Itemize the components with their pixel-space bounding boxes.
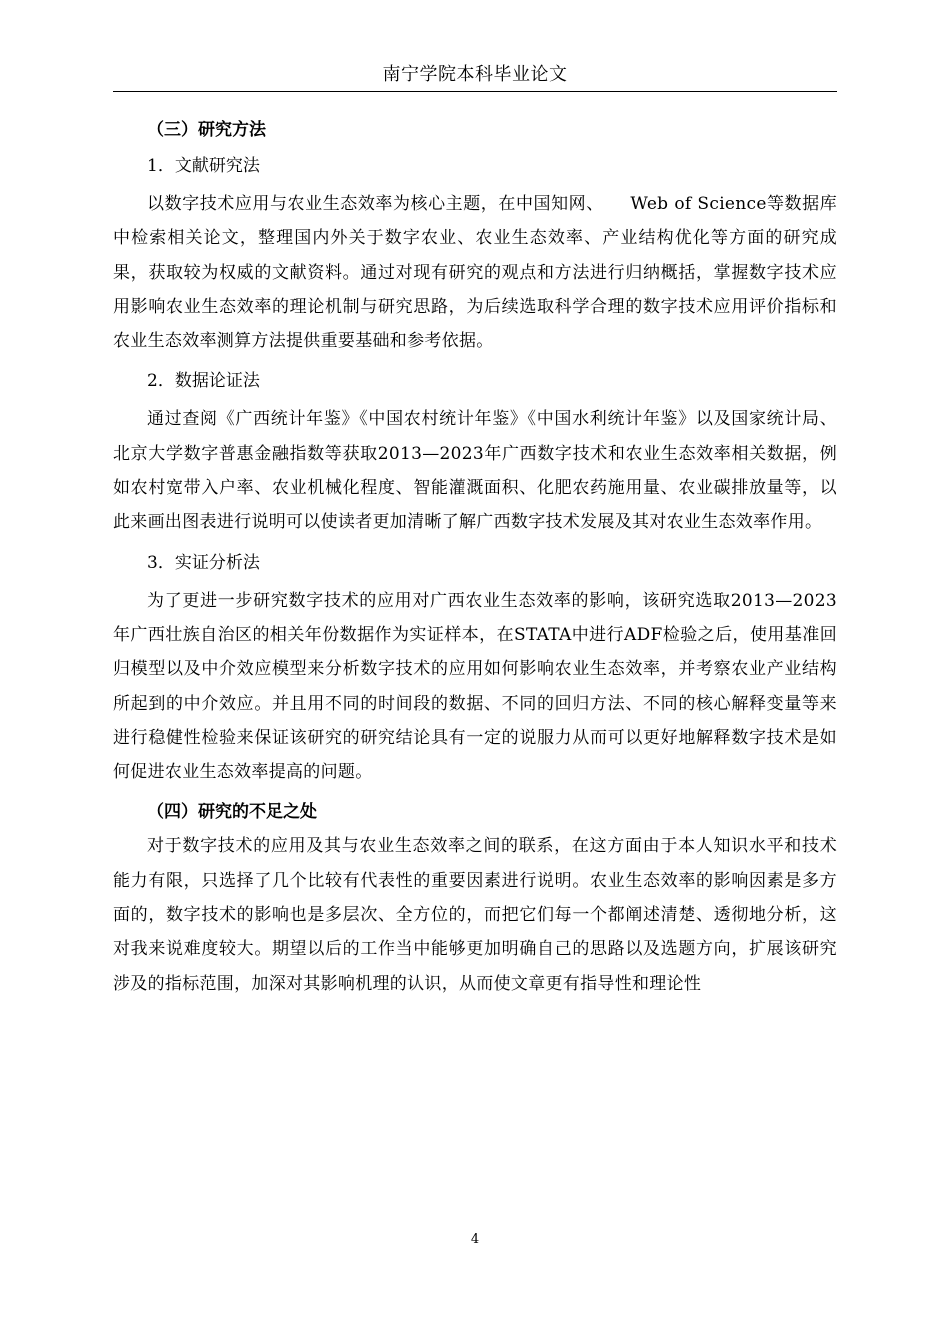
- section-heading-research-methods: （三）研究方法: [147, 120, 266, 140]
- method-title-empirical: 3．实证分析法: [147, 552, 260, 573]
- page-header: 南宁学院本科毕业论文: [382, 64, 568, 85]
- limitations-text: 对于数字技术的应用及其与农业生态效率之间的联系，在这方面由于本人知识水平和技术能力有限，只选择了几个比较有代表性的重要因素进行说明。农业生态效率的影响因素是多方面的，数字技术的影响也是多层次、全方位的，而把它们每一个都阐述清楚、透彻地分析，这对我来说难度较大。期望以后的工作当中能够更加明确自己的思路以及选题方向，扩展该研究涉及的指标范围，加深对其影响机理的认识，从而使文章更有指导性和理论性: [113, 836, 837, 994]
- section-heading-limitations: （四）研究的不足之处: [147, 802, 317, 823]
- method-title-data: 2．数据论证法: [147, 371, 260, 392]
- method-text-empirical: 为了更进一步研究数字技术的应用对广西农业生态效率的影响，该研究选取2013—2023年广西壮族自治区的相关年份数据作为实证样本，在STATA中进行ADF检验之后，使用基准回归模型以及中介效应模型来分析数字技术的应用如何影响农业生态效率，并考察农业产业结构所起到的中介效应。并且用不同的时间段的数据、不同的回归方法、不同的核心解释变量等来进行稳健性检验来保证该研究的研究结论具有一定的说服力从而可以更好地解释数字技术是如何促进农业生态效率提高的问题。: [113, 590, 837, 783]
- method-text-literature: 以数字技术应用与农业生态效率为核心主题，在中国知网、 Web of Science等数据库中检索相关论文，整理国内外关于数字农业、农业生态效率、产业结构优化等方面的研究成果，获取较为权威的文献资料。通过对现有研究的观点和方法进行归纳概括，掌握数字技术应用影响农业生态效率的理论机制与研究思路，为后续选取科学合理的数字技术应用评价指标和农业生态效率测算方法提供重要基础和参考依据。: [113, 194, 837, 352]
- document-body: [113, 113, 837, 1007]
- method-text-data: 通过查阅《广西统计年鉴》《中国农村统计年鉴》《中国水利统计年鉴》以及国家统计局、北京大学数字普惠金融指数等获取2013—2023年广西数字技术和农业生态效率相关数据，例如农村宽带入户率、农业机械化程度、智能灌溉面积、化肥农药施用量、农业碳排放量等，以此来画出图表进行说明可以使读者更加清晰了解广西数字技术发展及其对农业生态效率作用。: [113, 409, 837, 533]
- method-title-literature: 1．文献研究法: [147, 156, 260, 176]
- page-number: 4: [470, 1232, 480, 1247]
- header-divider: [113, 91, 837, 92]
